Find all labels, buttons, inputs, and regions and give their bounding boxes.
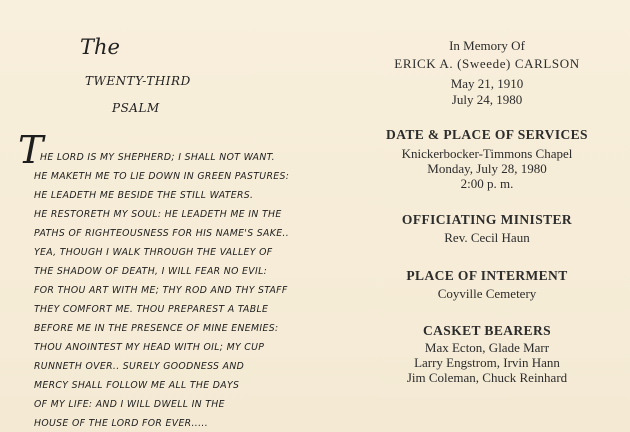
death-date: July 24, 1980: [451, 92, 523, 107]
services-heading: DATE & PLACE OF SERVICES: [386, 127, 588, 142]
psalm-line: MERCY SHALL FOLLOW ME ALL THE DAYS: [34, 380, 240, 391]
services-date: Monday, July 28, 1980: [427, 161, 547, 176]
bearers-line: Max Ecton, Glade Marr: [424, 340, 550, 355]
interment-heading: PLACE OF INTERMENT: [406, 268, 568, 283]
deceased-name: ERICK A. (Sweede) CARLSON: [394, 56, 580, 71]
psalm-line: HE LORD IS MY SHEPHERD; I SHALL NOT WANT.: [40, 152, 275, 163]
psalm-line: THEY COMFORT ME. THOU PREPAREST A TABLE: [34, 304, 269, 315]
interment-place: Coyville Cemetery: [437, 286, 537, 301]
psalm-line: HE LEADETH ME BESIDE THE STILL WATERS.: [34, 190, 254, 201]
services-place: Knickerbocker-Timmons Chapel: [401, 146, 573, 161]
psalm-line: YEA, THOUGH I WALK THROUGH THE VALLEY OF: [34, 247, 273, 258]
psalm-line: FOR THOU ART WITH ME; THY ROD AND THY STAFF: [34, 285, 288, 296]
services-time: 2:00 p. m.: [460, 176, 514, 191]
psalm-heading-subtitle: PSALM: [112, 101, 160, 115]
psalm-line: HE RESTORETH MY SOUL: HE LEADETH ME IN THE: [34, 209, 282, 220]
psalm-line: HE MAKETH ME TO LIE DOWN IN GREEN PASTURES:: [34, 171, 290, 182]
bearers-line: Jim Coleman, Chuck Reinhard: [406, 370, 568, 385]
bearers-line: Larry Engstrom, Irvin Hann: [414, 355, 560, 370]
psalm-line: BEFORE ME IN THE PRESENCE OF MINE ENEMIES:: [34, 323, 279, 334]
bearers-heading: CASKET BEARERS: [422, 323, 552, 338]
psalm-line: OF MY LIFE: AND I WILL DWELL IN THE: [34, 399, 225, 410]
minister-name: Rev. Cecil Haun: [444, 230, 530, 245]
in-memory-of-label: In Memory Of: [449, 38, 525, 53]
psalm-line: THOU ANOINTEST MY HEAD WITH OIL; MY CUP: [34, 342, 265, 353]
psalm-line: PATHS OF RIGHTEOUSNESS FOR HIS NAME'S SAKE..: [34, 228, 290, 239]
psalm-dropcap: T: [18, 128, 44, 172]
psalm-line: HOUSE OF THE LORD FOR EVER.....: [34, 418, 209, 429]
psalm-heading-title: TWENTY-THIRD: [85, 74, 191, 88]
minister-heading: OFFICIATING MINISTER: [401, 212, 573, 227]
psalm-line: THE SHADOW OF DEATH, I WILL FEAR NO EVIL:: [34, 266, 268, 277]
psalm-line: RUNNETH OVER.. SURELY GOODNESS AND: [34, 361, 245, 372]
psalm-heading-the: The: [80, 35, 120, 59]
birth-date: May 21, 1910: [450, 76, 524, 91]
